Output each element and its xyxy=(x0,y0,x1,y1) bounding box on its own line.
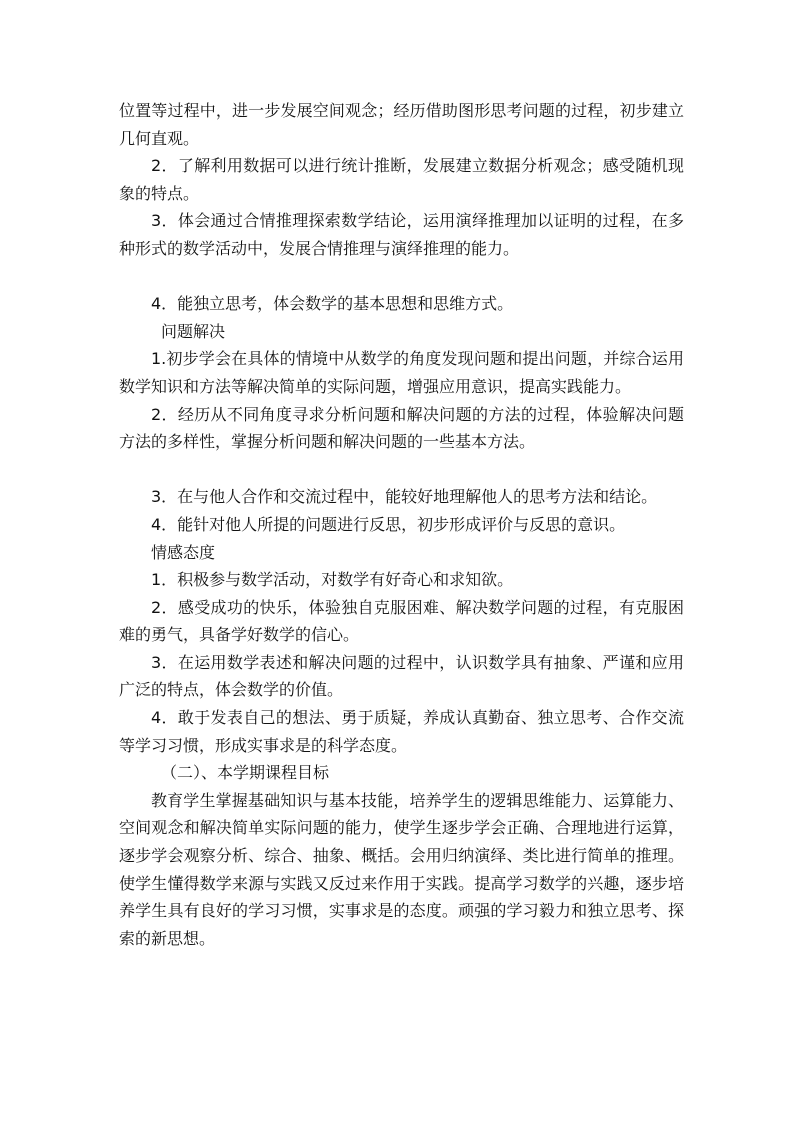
section-heading-problem-solving: 问题解决 xyxy=(161,321,226,341)
paragraph-attitude-3: 3．在运用数学表述和解决问题的过程中，认识数学具有抽象、严谨和应用广泛的特点，体会数学的价值。 xyxy=(119,652,684,700)
paragraph-semester-goals: 教育学生掌握基础知识与基本技能，培养学生的逻辑思维能力、运算能力、空间观念和解决简单实际问题的能力，使学生逐步学会正确、合理地进行运算，逐步学会观察分析、综合、抽象、概括。会用归纳演绎、类比进行简单的推理。使学生懂得数学来源与实践又反过来作用于实践。提高学习数学的兴趣，逐步培养学生具有良好的学习习惯，实事求是的态度。顽强的学习毅力和独立思考、探索的新思想。 xyxy=(119,790,684,948)
paragraph-problem-solving-2: 2．经历从不同角度寻求分析问题和解决问题的方法的过程，体验解决问题方法的多样性，掌握分析问题和解决问题的一些基本方法。 xyxy=(119,404,684,452)
section-heading-attitude: 情感态度 xyxy=(151,542,216,562)
paragraph-attitude-4: 4．敢于发表自己的想法、勇于质疑，养成认真勤奋、独立思考、合作交流等学习习惯，形成实事求是的科学态度。 xyxy=(119,708,684,755)
paragraph-spatial-continuation: 位置等过程中，进一步发展空间观念；经历借助图形思考问题的过程，初步建立几何直观。 xyxy=(119,101,684,148)
section-heading-semester-goals: （二）、本学期课程目标 xyxy=(161,763,330,783)
document-page xyxy=(119,97,684,952)
paragraph-goal-4-independent-thinking: 4．能独立思考，体会数学的基本思想和思维方式。 xyxy=(151,294,514,314)
paragraph-goal-2-data-analysis: 2．了解利用数据可以进行统计推断，发展建立数据分析观念；感受随机现象的特点。 xyxy=(119,156,684,203)
paragraph-attitude-1: 1．积极参与数学活动，对数学有好奇心和求知欲。 xyxy=(151,570,514,590)
paragraph-problem-solving-3: 3．在与他人合作和交流过程中，能较好地理解他人的思考方法和结论。 xyxy=(151,487,658,507)
paragraph-problem-solving-1: 1.初步学会在具体的情境中从数学的角度发现问题和提出问题，并综合运用数学知识和方法等解决简单的实际问题，增强应用意识，提高实践能力。 xyxy=(119,349,684,396)
paragraph-spacer xyxy=(119,456,684,484)
paragraph-goal-3-reasoning: 3．体会通过合情推理探索数学结论，运用演绎推理加以证明的过程，在多种形式的数学活动中，发展合情推理与演绎推理的能力。 xyxy=(119,211,684,258)
paragraph-attitude-2: 2．感受成功的快乐，体验独自克服困难、解决数学问题的过程，有克服困难的勇气，具备学好数学的信心。 xyxy=(119,597,684,645)
paragraph-problem-solving-4: 4．能针对他人所提的问题进行反思，初步形成评价与反思的意识。 xyxy=(151,514,626,534)
paragraph-spacer xyxy=(119,263,684,291)
